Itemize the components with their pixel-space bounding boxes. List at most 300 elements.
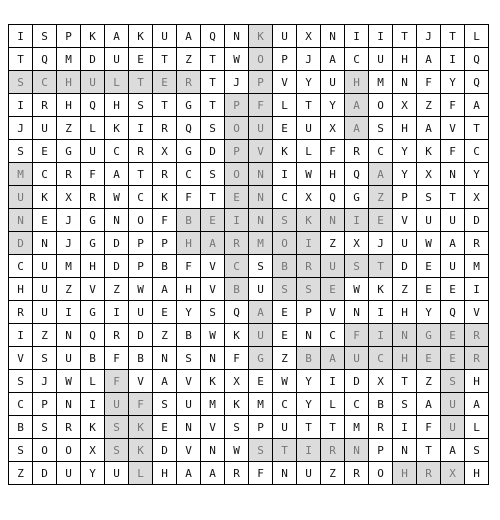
grid-cell[interactable]: I [297, 232, 321, 255]
grid-cell[interactable]: G [81, 209, 105, 232]
grid-cell[interactable]: T [201, 48, 225, 71]
grid-cell[interactable]: T [321, 416, 345, 439]
grid-cell[interactable]: S [273, 278, 297, 301]
grid-cell[interactable]: N [201, 347, 225, 370]
grid-cell[interactable]: P [33, 393, 57, 416]
grid-cell[interactable]: R [129, 140, 153, 163]
grid-cell[interactable]: S [297, 278, 321, 301]
grid-cell[interactable]: I [9, 94, 33, 117]
grid-cell[interactable]: P [393, 186, 417, 209]
grid-cell[interactable]: E [441, 278, 465, 301]
grid-cell[interactable]: H [393, 347, 417, 370]
grid-cell[interactable]: A [321, 48, 345, 71]
grid-cell[interactable]: L [465, 25, 489, 48]
grid-cell[interactable]: L [129, 462, 153, 485]
grid-cell[interactable]: T [201, 186, 225, 209]
grid-cell[interactable]: D [393, 255, 417, 278]
grid-cell[interactable]: E [153, 71, 177, 94]
grid-cell[interactable]: Z [321, 462, 345, 485]
grid-cell[interactable]: N [345, 301, 369, 324]
grid-cell[interactable]: U [57, 462, 81, 485]
grid-cell[interactable]: H [105, 94, 129, 117]
grid-cell[interactable]: N [441, 163, 465, 186]
grid-cell[interactable]: C [345, 393, 369, 416]
grid-cell[interactable]: J [369, 232, 393, 255]
grid-cell[interactable]: H [321, 163, 345, 186]
grid-cell[interactable]: O [225, 163, 249, 186]
grid-cell[interactable]: A [249, 301, 273, 324]
grid-cell[interactable]: S [105, 439, 129, 462]
grid-cell[interactable]: S [465, 439, 489, 462]
grid-cell[interactable]: U [441, 393, 465, 416]
grid-cell[interactable]: E [441, 324, 465, 347]
grid-cell[interactable]: U [321, 71, 345, 94]
grid-cell[interactable]: H [57, 94, 81, 117]
grid-cell[interactable]: R [465, 324, 489, 347]
grid-cell[interactable]: Z [105, 278, 129, 301]
grid-cell[interactable]: H [345, 71, 369, 94]
grid-cell[interactable]: N [321, 209, 345, 232]
grid-cell[interactable]: C [225, 255, 249, 278]
grid-cell[interactable]: U [369, 48, 393, 71]
grid-cell[interactable]: A [177, 25, 201, 48]
grid-cell[interactable]: K [105, 117, 129, 140]
grid-cell[interactable]: M [201, 393, 225, 416]
grid-cell[interactable]: N [297, 324, 321, 347]
grid-cell[interactable]: U [57, 347, 81, 370]
grid-cell[interactable]: K [81, 25, 105, 48]
grid-cell[interactable]: U [441, 255, 465, 278]
grid-cell[interactable]: E [153, 416, 177, 439]
grid-cell[interactable]: A [345, 117, 369, 140]
grid-cell[interactable]: L [81, 370, 105, 393]
grid-cell[interactable]: R [81, 186, 105, 209]
grid-cell[interactable]: I [345, 209, 369, 232]
grid-cell[interactable]: U [441, 209, 465, 232]
grid-cell[interactable]: W [225, 48, 249, 71]
grid-cell[interactable]: Y [297, 393, 321, 416]
grid-cell[interactable]: Z [57, 278, 81, 301]
grid-cell[interactable]: R [105, 324, 129, 347]
grid-cell[interactable]: P [225, 140, 249, 163]
grid-cell[interactable]: E [225, 186, 249, 209]
grid-cell[interactable]: S [201, 301, 225, 324]
grid-cell[interactable]: I [81, 393, 105, 416]
grid-cell[interactable]: R [345, 140, 369, 163]
grid-cell[interactable]: A [201, 232, 225, 255]
grid-cell[interactable]: X [297, 25, 321, 48]
grid-cell[interactable]: K [369, 278, 393, 301]
grid-cell[interactable]: J [9, 117, 33, 140]
grid-cell[interactable]: H [81, 255, 105, 278]
grid-cell[interactable]: Z [153, 324, 177, 347]
grid-cell[interactable]: K [201, 370, 225, 393]
grid-cell[interactable]: M [57, 255, 81, 278]
grid-cell[interactable]: C [33, 163, 57, 186]
grid-cell[interactable]: I [369, 25, 393, 48]
grid-cell[interactable]: X [417, 163, 441, 186]
grid-cell[interactable]: H [57, 71, 81, 94]
grid-cell[interactable]: Q [177, 117, 201, 140]
grid-cell[interactable]: U [249, 324, 273, 347]
grid-cell[interactable]: L [81, 117, 105, 140]
grid-cell[interactable]: X [153, 140, 177, 163]
grid-cell[interactable]: A [417, 48, 441, 71]
grid-cell[interactable]: R [225, 232, 249, 255]
grid-cell[interactable]: W [201, 324, 225, 347]
grid-cell[interactable]: N [9, 209, 33, 232]
grid-cell[interactable]: L [273, 94, 297, 117]
grid-cell[interactable]: K [225, 324, 249, 347]
grid-cell[interactable]: F [249, 94, 273, 117]
grid-cell[interactable]: P [129, 255, 153, 278]
grid-cell[interactable]: R [33, 94, 57, 117]
grid-cell[interactable]: O [57, 439, 81, 462]
grid-cell[interactable]: W [105, 186, 129, 209]
grid-cell[interactable]: E [417, 255, 441, 278]
grid-cell[interactable]: D [9, 232, 33, 255]
grid-cell[interactable]: H [393, 117, 417, 140]
grid-cell[interactable]: E [153, 301, 177, 324]
grid-cell[interactable]: R [225, 462, 249, 485]
grid-cell[interactable]: A [369, 163, 393, 186]
grid-cell[interactable]: K [129, 25, 153, 48]
grid-cell[interactable]: T [393, 370, 417, 393]
grid-cell[interactable]: E [417, 278, 441, 301]
grid-cell[interactable]: B [153, 255, 177, 278]
grid-cell[interactable]: P [273, 48, 297, 71]
grid-cell[interactable]: M [345, 416, 369, 439]
grid-cell[interactable]: G [249, 347, 273, 370]
grid-cell[interactable]: S [9, 71, 33, 94]
grid-cell[interactable]: N [249, 186, 273, 209]
grid-cell[interactable]: X [297, 186, 321, 209]
grid-cell[interactable]: U [33, 278, 57, 301]
grid-cell[interactable]: I [321, 370, 345, 393]
grid-cell[interactable]: W [129, 278, 153, 301]
grid-cell[interactable]: V [201, 255, 225, 278]
grid-cell[interactable]: E [441, 347, 465, 370]
grid-cell[interactable]: S [345, 255, 369, 278]
grid-cell[interactable]: S [225, 416, 249, 439]
grid-cell[interactable]: B [225, 278, 249, 301]
grid-cell[interactable]: N [393, 71, 417, 94]
grid-cell[interactable]: I [129, 117, 153, 140]
grid-cell[interactable]: W [57, 370, 81, 393]
grid-cell[interactable]: S [33, 25, 57, 48]
grid-cell[interactable]: N [249, 163, 273, 186]
grid-cell[interactable]: S [9, 370, 33, 393]
grid-cell[interactable]: R [153, 163, 177, 186]
grid-cell[interactable]: C [177, 163, 201, 186]
grid-cell[interactable]: P [57, 25, 81, 48]
grid-cell[interactable]: F [177, 186, 201, 209]
grid-cell[interactable]: Y [393, 163, 417, 186]
grid-cell[interactable]: W [345, 278, 369, 301]
grid-cell[interactable]: K [129, 439, 153, 462]
grid-cell[interactable]: F [177, 255, 201, 278]
grid-cell[interactable]: S [249, 439, 273, 462]
grid-cell[interactable]: T [441, 186, 465, 209]
grid-cell[interactable]: X [81, 439, 105, 462]
grid-cell[interactable]: U [33, 255, 57, 278]
grid-cell[interactable]: A [201, 462, 225, 485]
grid-cell[interactable]: Y [417, 301, 441, 324]
grid-cell[interactable]: T [369, 255, 393, 278]
grid-cell[interactable]: M [249, 232, 273, 255]
grid-cell[interactable]: X [465, 186, 489, 209]
grid-cell[interactable]: D [201, 140, 225, 163]
grid-cell[interactable]: V [465, 301, 489, 324]
grid-cell[interactable]: C [33, 71, 57, 94]
grid-cell[interactable]: T [465, 117, 489, 140]
grid-cell[interactable]: F [417, 71, 441, 94]
grid-cell[interactable]: W [417, 232, 441, 255]
grid-cell[interactable]: H [153, 462, 177, 485]
grid-cell[interactable]: Y [321, 94, 345, 117]
grid-cell[interactable]: N [393, 439, 417, 462]
grid-cell[interactable]: V [441, 117, 465, 140]
grid-cell[interactable]: B [177, 324, 201, 347]
grid-cell[interactable]: A [105, 163, 129, 186]
grid-cell[interactable]: M [369, 71, 393, 94]
grid-cell[interactable]: R [57, 416, 81, 439]
grid-cell[interactable]: A [465, 94, 489, 117]
grid-cell[interactable]: K [273, 140, 297, 163]
grid-cell[interactable]: K [417, 140, 441, 163]
grid-cell[interactable]: D [153, 439, 177, 462]
grid-cell[interactable]: K [249, 25, 273, 48]
grid-cell[interactable]: X [441, 462, 465, 485]
grid-cell[interactable]: D [33, 462, 57, 485]
grid-cell[interactable]: Z [33, 324, 57, 347]
grid-cell[interactable]: M [9, 163, 33, 186]
grid-cell[interactable]: R [345, 462, 369, 485]
grid-cell[interactable]: T [9, 48, 33, 71]
grid-cell[interactable]: H [465, 370, 489, 393]
grid-cell[interactable]: P [225, 94, 249, 117]
grid-cell[interactable]: U [33, 301, 57, 324]
grid-cell[interactable]: N [393, 324, 417, 347]
grid-cell[interactable]: P [249, 71, 273, 94]
grid-cell[interactable]: U [273, 416, 297, 439]
grid-cell[interactable]: M [57, 48, 81, 71]
grid-cell[interactable]: R [417, 462, 441, 485]
grid-cell[interactable]: H [393, 48, 417, 71]
grid-cell[interactable]: T [129, 163, 153, 186]
grid-cell[interactable]: J [57, 232, 81, 255]
grid-cell[interactable]: I [441, 48, 465, 71]
grid-cell[interactable]: X [321, 117, 345, 140]
grid-cell[interactable]: A [321, 347, 345, 370]
grid-cell[interactable]: Z [57, 117, 81, 140]
grid-cell[interactable]: U [249, 278, 273, 301]
grid-cell[interactable]: E [369, 209, 393, 232]
grid-cell[interactable]: S [393, 393, 417, 416]
grid-cell[interactable]: Z [9, 462, 33, 485]
grid-cell[interactable]: Y [465, 163, 489, 186]
grid-cell[interactable]: I [273, 163, 297, 186]
grid-cell[interactable]: U [105, 462, 129, 485]
grid-cell[interactable]: O [225, 117, 249, 140]
grid-cell[interactable]: H [393, 301, 417, 324]
grid-cell[interactable]: I [369, 301, 393, 324]
grid-cell[interactable]: V [177, 370, 201, 393]
grid-cell[interactable]: W [273, 370, 297, 393]
grid-cell[interactable]: G [81, 232, 105, 255]
grid-cell[interactable]: G [177, 140, 201, 163]
grid-cell[interactable]: T [201, 94, 225, 117]
grid-cell[interactable]: G [57, 140, 81, 163]
grid-cell[interactable]: N [225, 25, 249, 48]
grid-cell[interactable]: O [273, 232, 297, 255]
grid-cell[interactable]: U [105, 48, 129, 71]
grid-cell[interactable]: I [345, 25, 369, 48]
grid-cell[interactable]: V [393, 209, 417, 232]
grid-cell[interactable]: Q [345, 163, 369, 186]
grid-cell[interactable]: Z [369, 186, 393, 209]
grid-cell[interactable]: X [345, 232, 369, 255]
grid-cell[interactable]: S [417, 186, 441, 209]
grid-cell[interactable]: U [321, 255, 345, 278]
grid-cell[interactable]: R [465, 347, 489, 370]
grid-cell[interactable]: N [105, 209, 129, 232]
grid-cell[interactable]: S [9, 140, 33, 163]
grid-cell[interactable]: I [9, 25, 33, 48]
grid-cell[interactable]: N [345, 439, 369, 462]
grid-cell[interactable]: U [345, 347, 369, 370]
grid-cell[interactable]: K [129, 416, 153, 439]
grid-cell[interactable]: P [129, 232, 153, 255]
grid-cell[interactable]: C [345, 48, 369, 71]
grid-cell[interactable]: Y [297, 71, 321, 94]
grid-cell[interactable]: G [177, 94, 201, 117]
grid-cell[interactable]: Z [417, 370, 441, 393]
grid-cell[interactable]: B [129, 347, 153, 370]
grid-cell[interactable]: L [465, 416, 489, 439]
grid-cell[interactable]: S [129, 94, 153, 117]
grid-cell[interactable]: E [201, 209, 225, 232]
grid-cell[interactable]: K [153, 186, 177, 209]
grid-cell[interactable]: Q [465, 71, 489, 94]
grid-cell[interactable]: U [81, 71, 105, 94]
grid-cell[interactable]: I [297, 439, 321, 462]
grid-cell[interactable]: Y [441, 71, 465, 94]
grid-cell[interactable]: Q [81, 94, 105, 117]
grid-cell[interactable]: L [297, 140, 321, 163]
grid-cell[interactable]: I [105, 301, 129, 324]
grid-cell[interactable]: O [33, 439, 57, 462]
grid-cell[interactable]: F [129, 393, 153, 416]
grid-cell[interactable]: A [153, 370, 177, 393]
grid-cell[interactable]: B [9, 416, 33, 439]
grid-cell[interactable]: N [249, 209, 273, 232]
grid-cell[interactable]: X [225, 370, 249, 393]
grid-cell[interactable]: B [369, 393, 393, 416]
grid-cell[interactable]: B [297, 347, 321, 370]
grid-cell[interactable]: H [177, 278, 201, 301]
grid-cell[interactable]: X [393, 94, 417, 117]
grid-cell[interactable]: S [105, 416, 129, 439]
grid-cell[interactable]: Q [441, 301, 465, 324]
grid-cell[interactable]: F [105, 370, 129, 393]
grid-cell[interactable]: J [297, 48, 321, 71]
grid-cell[interactable]: F [225, 347, 249, 370]
grid-cell[interactable]: Z [273, 347, 297, 370]
grid-cell[interactable]: T [393, 25, 417, 48]
grid-cell[interactable]: R [297, 255, 321, 278]
grid-cell[interactable]: P [369, 439, 393, 462]
grid-cell[interactable]: O [249, 48, 273, 71]
grid-cell[interactable]: R [9, 301, 33, 324]
grid-cell[interactable]: S [33, 416, 57, 439]
grid-cell[interactable]: Q [81, 324, 105, 347]
grid-cell[interactable]: Z [393, 278, 417, 301]
grid-cell[interactable]: R [153, 117, 177, 140]
grid-cell[interactable]: O [129, 209, 153, 232]
grid-cell[interactable]: I [9, 324, 33, 347]
grid-cell[interactable]: H [465, 462, 489, 485]
grid-cell[interactable]: T [129, 71, 153, 94]
grid-cell[interactable]: N [153, 347, 177, 370]
grid-cell[interactable]: C [9, 255, 33, 278]
grid-cell[interactable]: Q [465, 48, 489, 71]
grid-cell[interactable]: Y [297, 370, 321, 393]
grid-cell[interactable]: N [177, 416, 201, 439]
grid-cell[interactable]: A [345, 94, 369, 117]
grid-cell[interactable]: M [249, 393, 273, 416]
grid-cell[interactable]: Q [33, 48, 57, 71]
grid-cell[interactable]: T [153, 94, 177, 117]
grid-cell[interactable]: D [129, 324, 153, 347]
grid-cell[interactable]: I [465, 278, 489, 301]
grid-cell[interactable]: B [177, 209, 201, 232]
grid-cell[interactable]: F [105, 347, 129, 370]
grid-cell[interactable]: W [225, 439, 249, 462]
grid-cell[interactable]: U [297, 117, 321, 140]
grid-cell[interactable]: J [33, 370, 57, 393]
grid-cell[interactable]: E [273, 117, 297, 140]
grid-cell[interactable]: D [105, 255, 129, 278]
grid-cell[interactable]: V [177, 439, 201, 462]
grid-cell[interactable]: I [369, 324, 393, 347]
grid-cell[interactable]: E [417, 347, 441, 370]
grid-cell[interactable]: F [81, 163, 105, 186]
grid-cell[interactable]: F [441, 140, 465, 163]
grid-cell[interactable]: N [57, 393, 81, 416]
grid-cell[interactable]: S [201, 117, 225, 140]
grid-cell[interactable]: T [201, 71, 225, 94]
grid-cell[interactable]: S [249, 255, 273, 278]
grid-cell[interactable]: A [417, 117, 441, 140]
grid-cell[interactable]: T [417, 439, 441, 462]
grid-cell[interactable]: U [153, 25, 177, 48]
grid-cell[interactable]: O [369, 462, 393, 485]
grid-cell[interactable]: P [153, 232, 177, 255]
grid-cell[interactable]: C [321, 324, 345, 347]
grid-cell[interactable]: S [177, 347, 201, 370]
grid-cell[interactable]: F [249, 462, 273, 485]
grid-cell[interactable]: B [273, 255, 297, 278]
grid-cell[interactable]: V [129, 370, 153, 393]
grid-cell[interactable]: Q [321, 186, 345, 209]
grid-cell[interactable]: F [321, 140, 345, 163]
grid-cell[interactable]: T [153, 48, 177, 71]
grid-cell[interactable]: V [249, 140, 273, 163]
grid-cell[interactable]: L [105, 71, 129, 94]
grid-cell[interactable]: D [345, 370, 369, 393]
grid-cell[interactable]: R [321, 439, 345, 462]
